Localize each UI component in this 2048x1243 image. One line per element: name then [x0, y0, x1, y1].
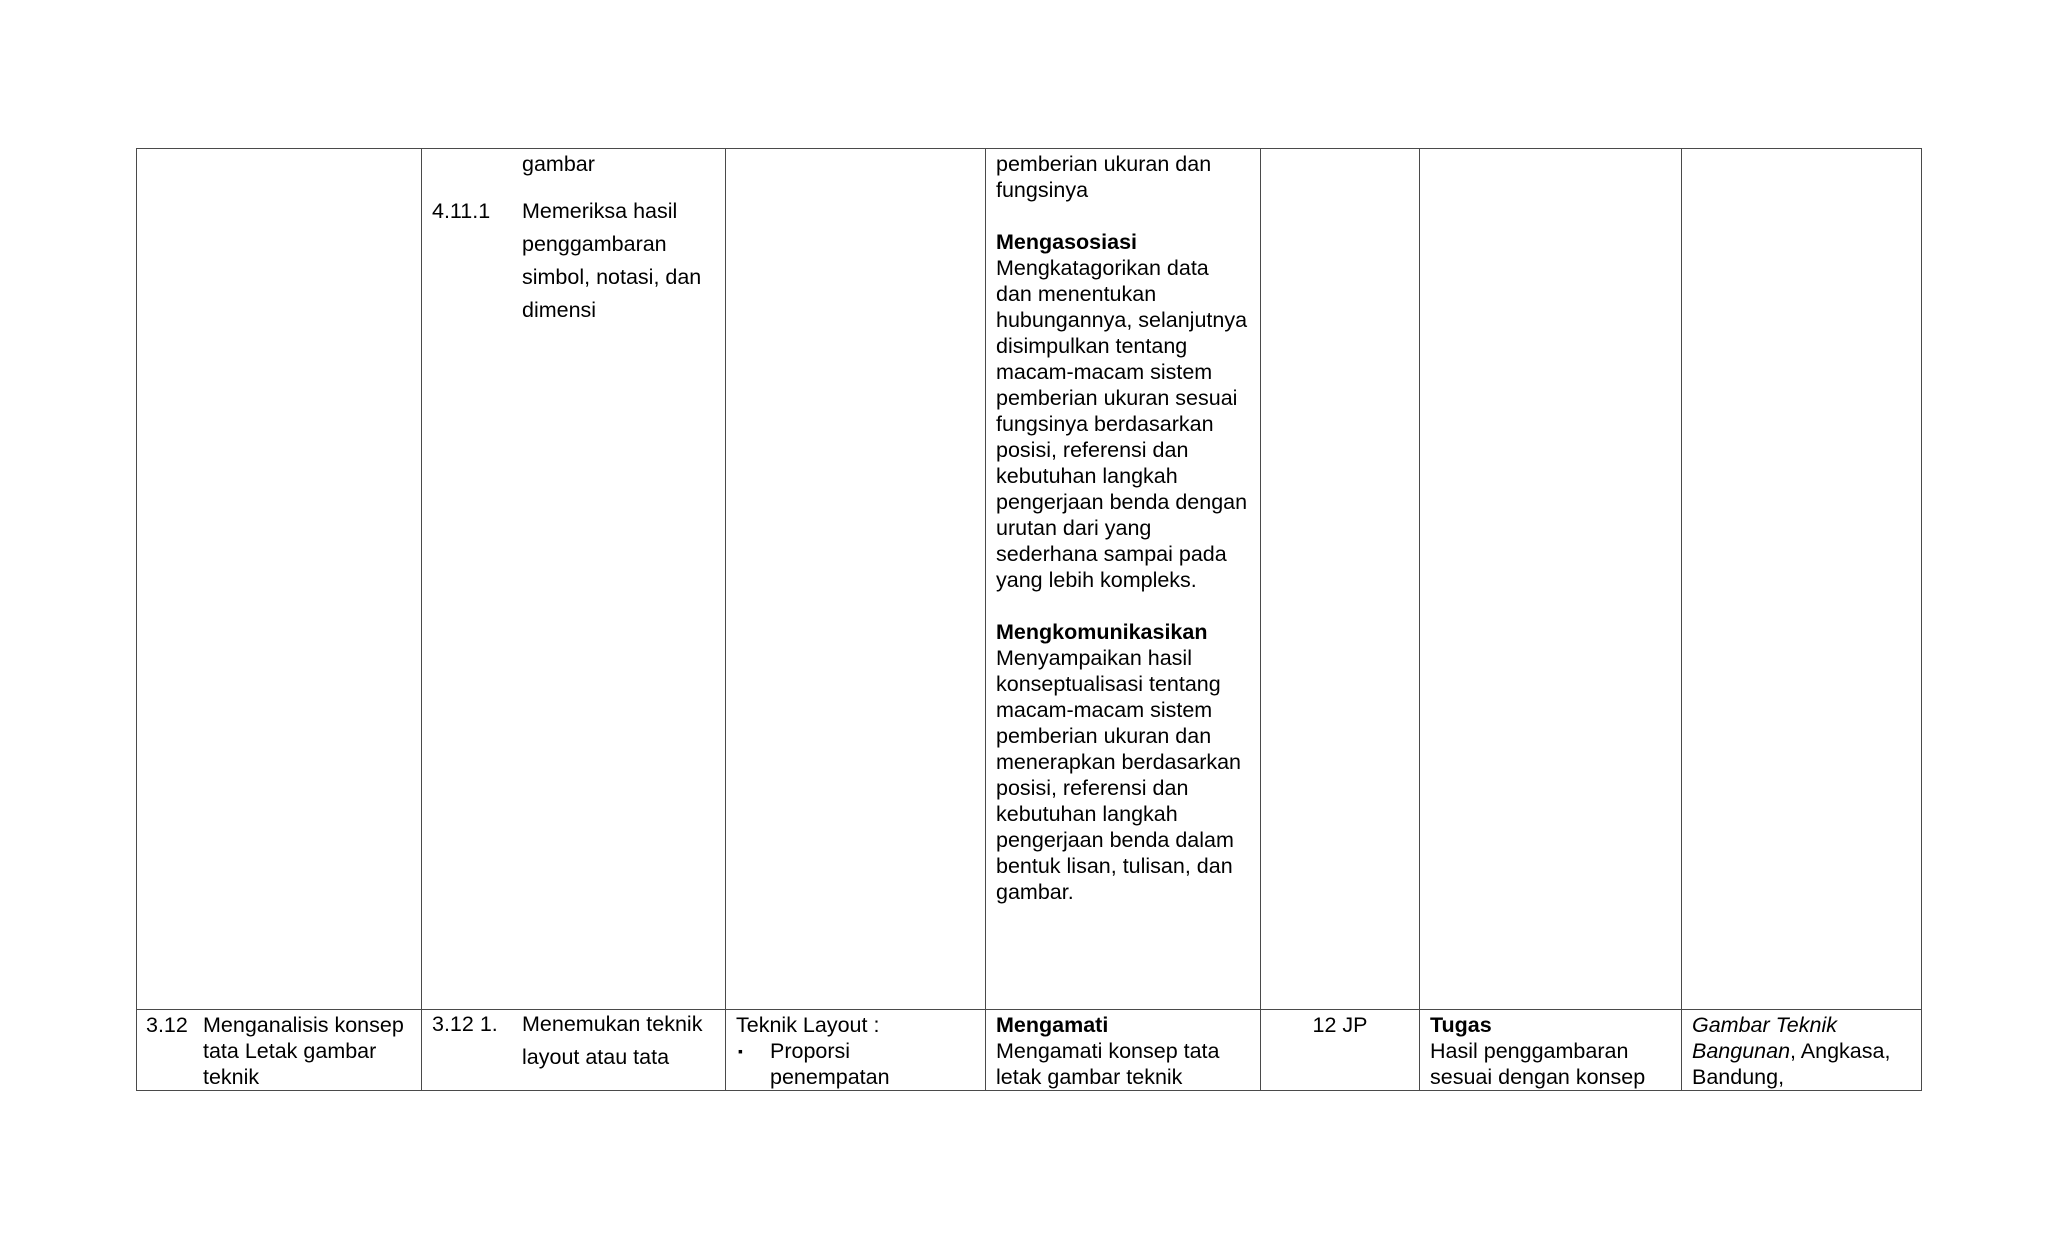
kd-cell [137, 1010, 422, 1091]
indicator-item [432, 151, 715, 177]
source-title: Gambar Teknik Bangunan [1692, 1013, 1837, 1063]
indicator-number [432, 151, 522, 177]
time-allocation: 12 JP [1312, 1013, 1368, 1037]
mengasosiasi-heading: Mengasosiasi [996, 230, 1137, 254]
syllabus-table [136, 148, 1922, 1091]
source-publisher: , Angkasa, Bandung, [1692, 1039, 1891, 1089]
kd-number: 3.12 [146, 1013, 188, 1037]
time-cell [1261, 149, 1420, 1010]
indicator-text: Menemukan teknik layout atau tata [522, 1012, 703, 1069]
indicator-number: 4.11.1 [432, 199, 491, 223]
assessment-cell [1420, 149, 1682, 1010]
mengamati-text: Mengamati konsep tata letak gambar teknik [996, 1039, 1220, 1089]
source-cell [1682, 1010, 1922, 1091]
indicator-number: 3.12 1. [432, 1012, 498, 1036]
indicator-cell [422, 1010, 726, 1091]
mengkomunikasikan-text: Menyampaikan hasil konseptualisasi tentang macam-macam sistem pemberian ukuran dan menerapkan berdasarkan posisi, referensi dan kebutuhan langkah pengerjaan benda dalam bentuk lisan, tulisan, dan gambar. [996, 646, 1242, 904]
source-cell [1682, 149, 1922, 1010]
learning-text: pemberian ukuran dan fungsinya [996, 152, 1212, 202]
materi-cell [726, 149, 986, 1010]
indicator-item [432, 1010, 715, 1075]
indicator-text: Memeriksa hasil penggambaran simbol, notasi, dan dimensi [522, 199, 702, 322]
kd-cell [137, 149, 422, 1010]
assessment-cell [1420, 1010, 1682, 1091]
time-cell [1261, 1010, 1420, 1091]
indicator-text: gambar [522, 152, 595, 176]
materi-cell [726, 1010, 986, 1091]
indicator-item [432, 195, 715, 327]
materi-bullet-item [736, 1038, 975, 1090]
indicator-cell [422, 149, 726, 1010]
kd-text: Menganalisis konsep tata Letak gambar teknik [203, 1013, 404, 1089]
learning-cell [986, 149, 1261, 1010]
table-row [137, 149, 1922, 1010]
assessment-text: Hasil penggambaran sesuai dengan konsep [1430, 1039, 1646, 1089]
mengasosiasi-text: Mengkatagorikan data dan menentukan hubungannya, selanjutnya disimpulkan tentang macam-macam sistem pemberian ukuran sesuai fungsinya berdasarkan posisi, referensi dan kebutuhan langkah pengerjaan benda dengan urutan dari yang sederhana sampai pada yang lebih kompleks. [996, 256, 1248, 592]
table-row [137, 1010, 1922, 1091]
assessment-heading: Tugas [1430, 1013, 1492, 1037]
materi-title: Teknik Layout : [736, 1013, 880, 1037]
mengamati-heading: Mengamati [996, 1013, 1109, 1037]
learning-cell [986, 1010, 1261, 1091]
mengkomunikasikan-heading: Mengkomunikasikan [996, 620, 1208, 644]
square-bullet-icon: ▪ [738, 1043, 743, 1059]
materi-bullet-text: Proporsi penempatan [770, 1039, 890, 1089]
